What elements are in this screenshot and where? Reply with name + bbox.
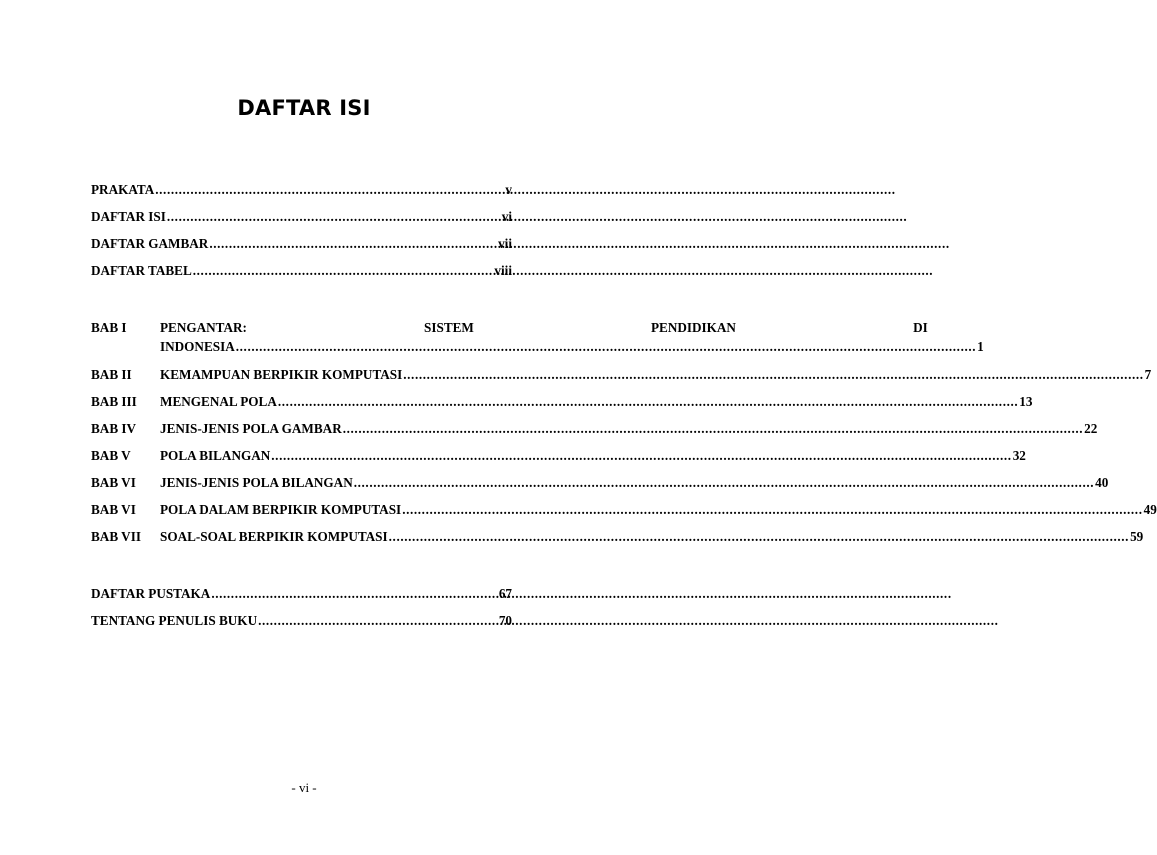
- chapter-number: BAB I: [91, 320, 127, 335]
- chapter-number: BAB IV: [91, 421, 137, 436]
- dot-leader: [236, 339, 976, 354]
- toc-front-matter: [91, 182, 512, 290]
- toc-page-number: 67: [498, 586, 512, 601]
- toc-entry-prakata[interactable]: [91, 182, 512, 209]
- chapter-title: JENIS-JENIS POLA GAMBAR: [160, 421, 342, 436]
- dot-leader: [354, 475, 1094, 490]
- toc-page-number: viii: [494, 263, 512, 278]
- chapter-number: BAB II: [91, 367, 132, 382]
- toc-page-number: 13: [1019, 394, 1033, 409]
- dot-leader: [402, 502, 1142, 517]
- toc-chapter-5[interactable]: [91, 448, 1026, 475]
- toc-chapter-2[interactable]: [91, 367, 1152, 394]
- chapter-title: SOAL-SOAL BERPIKIR KOMPUTASI: [160, 529, 388, 544]
- toc-page-number: vi: [501, 209, 512, 224]
- dot-leader: [389, 529, 1129, 544]
- chapter-title: JENIS-JENIS POLA BILANGAN: [160, 475, 353, 490]
- toc-entry-daftar-tabel[interactable]: [91, 263, 512, 290]
- dot-leader: [278, 394, 1018, 409]
- chapter-number: BAB VII: [91, 529, 141, 544]
- toc-entry-label: PRAKATA: [91, 182, 155, 197]
- dot-leader: [271, 448, 1011, 463]
- dot-leader: [403, 367, 1143, 382]
- toc-page-number: vii: [498, 236, 512, 251]
- toc-entry-daftar-pustaka[interactable]: [91, 586, 512, 613]
- toc-entry-label: TENTANG PENULIS BUKU: [91, 613, 258, 628]
- toc-page-number: 59: [1130, 529, 1144, 544]
- chapter-title: MENGENAL POLA: [160, 394, 277, 409]
- dot-leader: [167, 209, 501, 224]
- dot-leader: [258, 613, 498, 628]
- toc-page-number: 22: [1084, 421, 1098, 436]
- toc-chapter-6[interactable]: [91, 475, 1109, 502]
- toc-page-number: 1: [977, 339, 984, 354]
- toc-back-matter: [91, 586, 512, 640]
- toc-chapters: [91, 320, 1157, 556]
- toc-page-number: 40: [1095, 475, 1109, 490]
- dot-leader: [209, 236, 497, 251]
- toc-page-number: 70: [498, 613, 512, 628]
- chapter-number: BAB VI: [91, 502, 136, 517]
- toc-page-number: 32: [1012, 448, 1026, 463]
- chapter-number: BAB VI: [91, 475, 136, 490]
- toc-entry-daftar-gambar[interactable]: [91, 236, 512, 263]
- toc-chapter-4[interactable]: [91, 421, 1098, 448]
- chapter-number: BAB V: [91, 448, 131, 463]
- toc-chapter-8[interactable]: [91, 529, 1144, 556]
- chapter-number: BAB III: [91, 394, 137, 409]
- page-title: DAFTAR ISI: [237, 96, 371, 120]
- dot-leader: [343, 421, 1083, 436]
- dot-leader: [155, 182, 504, 197]
- toc-entry-label: DAFTAR GAMBAR: [91, 236, 209, 251]
- dot-leader: [211, 586, 498, 601]
- chapter-title: INDONESIA: [160, 339, 235, 354]
- toc-entry-label: DAFTAR PUSTAKA: [91, 586, 211, 601]
- chapter-title: POLA DALAM BERPIKIR KOMPUTASI: [160, 502, 402, 517]
- toc-entry-daftar-isi[interactable]: [91, 209, 512, 236]
- dot-leader: [193, 263, 494, 278]
- toc-page-number: v: [505, 182, 512, 197]
- toc-entry-label: DAFTAR ISI: [91, 209, 166, 224]
- toc-chapter-3[interactable]: [91, 394, 1033, 421]
- chapter-title: KEMAMPUAN BERPIKIR KOMPUTASI: [160, 367, 403, 382]
- toc-chapter-7[interactable]: [91, 502, 1157, 529]
- chapter-title: POLA BILANGAN: [160, 448, 271, 463]
- toc-entry-label: DAFTAR TABEL: [91, 263, 192, 278]
- toc-entry-tentang-penulis[interactable]: [91, 613, 512, 640]
- page-number-footer: - vi -: [291, 780, 317, 795]
- toc-chapter-1[interactable]: [91, 320, 984, 367]
- toc-page-number: 7: [1144, 367, 1152, 382]
- chapter-title-line-1: PENGANTAR: SISTEM PENDIDIKAN DI: [160, 320, 928, 335]
- toc-page-number: 49: [1143, 502, 1157, 517]
